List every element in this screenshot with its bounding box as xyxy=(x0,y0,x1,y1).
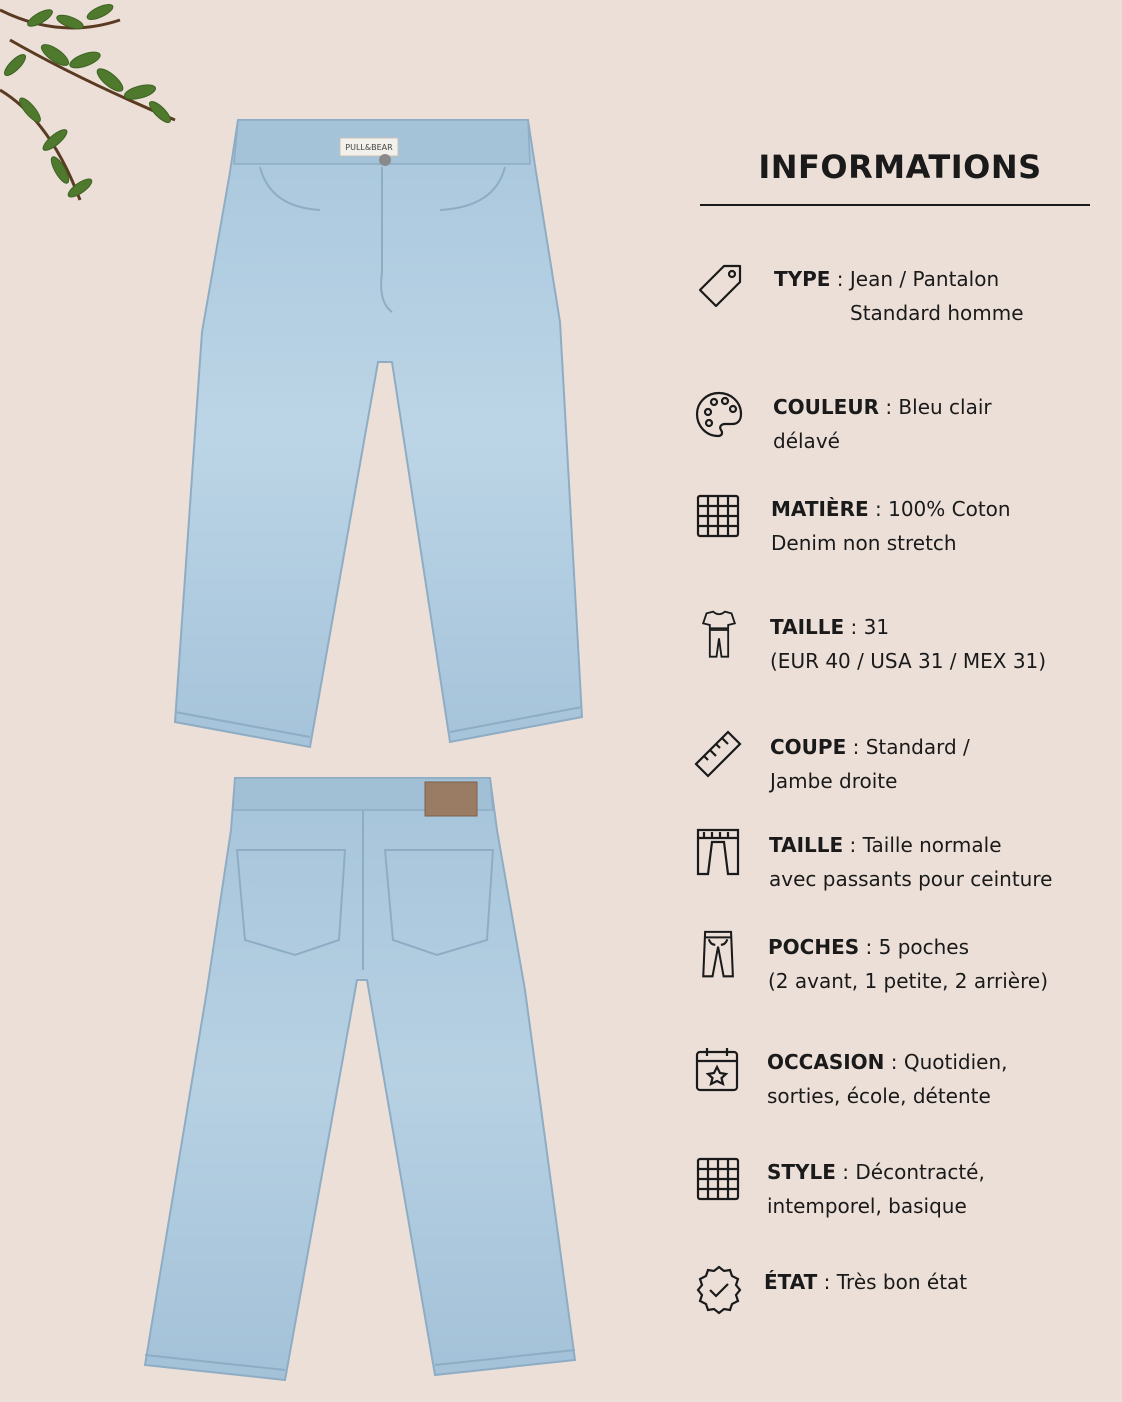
info-value-line2: intemporel, basique xyxy=(767,1194,967,1218)
page-title: INFORMATIONS xyxy=(758,148,1042,186)
title-divider xyxy=(700,204,1090,206)
info-value: 100% Coton xyxy=(888,497,1011,521)
info-value: Taille normale xyxy=(862,833,1002,857)
info-label: COULEUR xyxy=(773,395,879,419)
info-value: 5 poches xyxy=(878,935,970,959)
price-tag-icon xyxy=(694,262,744,312)
info-value: 31 xyxy=(863,615,890,639)
info-label: TAILLE xyxy=(769,833,844,857)
info-value-line2: Jambe droite xyxy=(770,769,898,793)
fabric-weave-icon xyxy=(694,1155,744,1205)
info-label: POCHES xyxy=(768,935,860,959)
info-value: Standard / xyxy=(865,735,970,759)
info-value: Bleu clair xyxy=(898,395,992,419)
waistband-icon xyxy=(694,828,744,878)
info-value: Très bon état xyxy=(836,1270,968,1294)
jeans-back-image xyxy=(135,770,590,1385)
info-value: Décontracté, xyxy=(855,1160,985,1184)
info-label: STYLE xyxy=(767,1160,836,1184)
info-label: MATIÈRE xyxy=(771,497,869,521)
clothes-size-icon xyxy=(694,610,744,660)
calendar-star-icon xyxy=(694,1045,744,1095)
info-label: TYPE xyxy=(774,267,831,291)
info-label: TAILLE xyxy=(770,615,845,639)
ruler-icon xyxy=(694,730,744,780)
fabric-weave-icon xyxy=(694,492,744,542)
check-badge-icon xyxy=(694,1265,744,1315)
jeans-front-image xyxy=(160,112,600,752)
trousers-icon xyxy=(694,930,744,980)
info-value-line2: délavé xyxy=(773,429,840,453)
info-label: COUPE xyxy=(770,735,847,759)
info-value-line2: sorties, école, détente xyxy=(767,1084,991,1108)
info-value-line2: (EUR 40 / USA 31 / MEX 31) xyxy=(770,649,1047,673)
info-value-line2: avec passants pour ceinture xyxy=(769,867,1053,891)
palette-icon xyxy=(694,390,744,440)
info-value-line2: Standard homme xyxy=(850,301,1024,325)
info-label: OCCASION xyxy=(767,1050,885,1074)
brand-label: PULL&BEAR xyxy=(345,143,393,152)
info-label: ÉTAT xyxy=(764,1270,818,1294)
info-value: Quotidien, xyxy=(903,1050,1008,1074)
info-value-line2: (2 avant, 1 petite, 2 arrière) xyxy=(768,969,1048,993)
info-value-line2: Denim non stretch xyxy=(771,531,957,555)
info-value: Jean / Pantalon xyxy=(849,267,1000,291)
